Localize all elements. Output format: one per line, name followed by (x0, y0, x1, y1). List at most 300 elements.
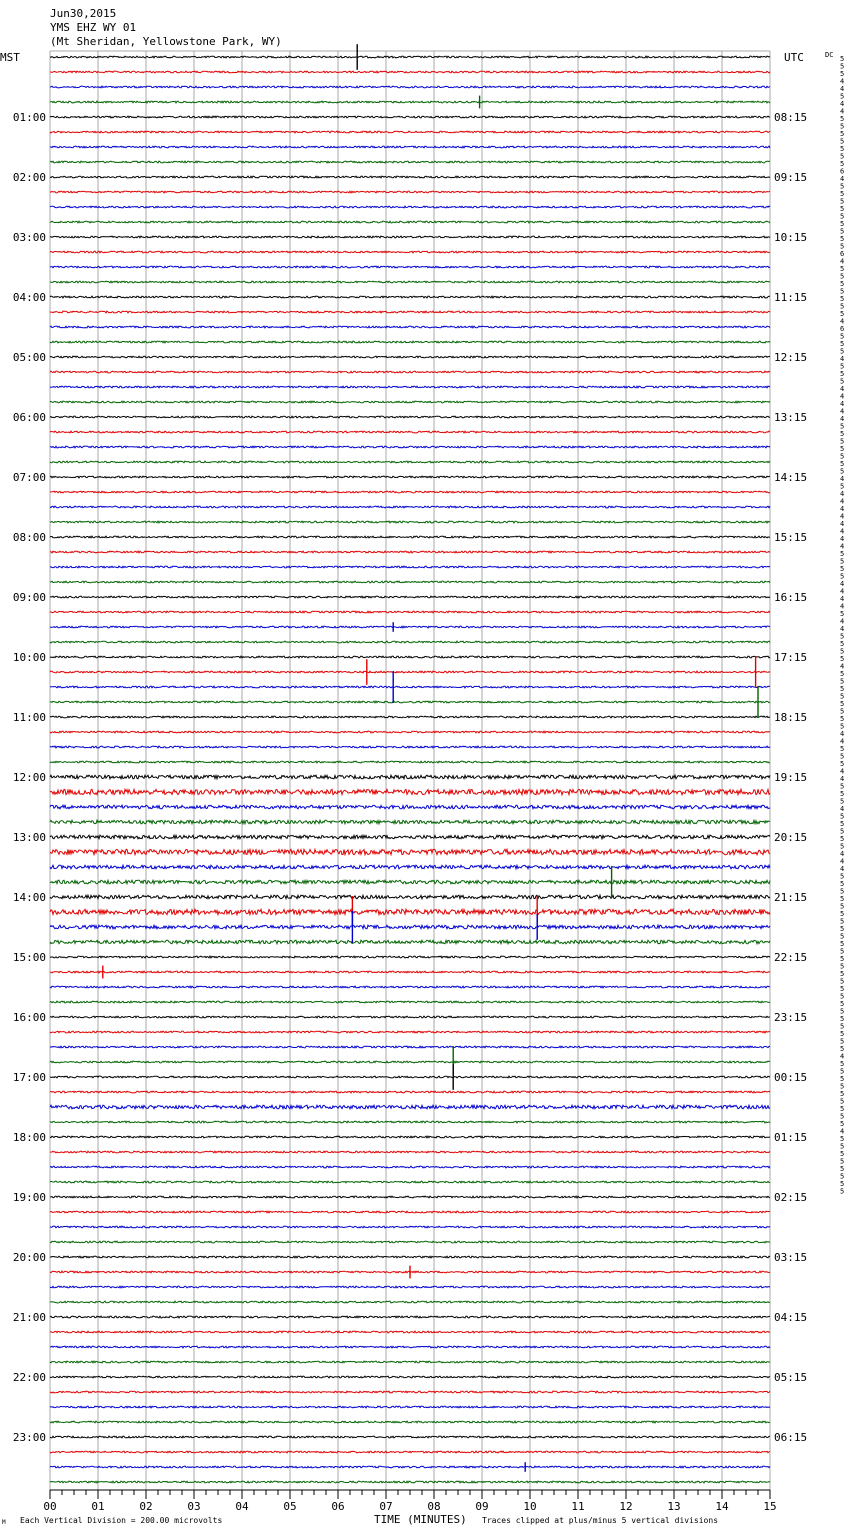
dc-value: 4 (840, 580, 845, 588)
seismic-trace (50, 1226, 770, 1228)
seismic-trace (50, 835, 770, 839)
dc-value: 5 (840, 1120, 845, 1128)
left-hour-label: 09:00 (12, 591, 46, 604)
dc-value: 5 (840, 115, 845, 123)
dc-value: 5 (840, 445, 845, 453)
seismic-trace (50, 566, 770, 568)
dc-value: 4 (840, 505, 845, 513)
dc-value: 4 (840, 392, 845, 401)
seismic-trace (50, 1046, 770, 1048)
dc-value: 5 (840, 715, 845, 723)
right-timezone-label: UTC (784, 51, 804, 64)
x-tick-label: 06 (331, 1500, 345, 1513)
left-hour-label: 10:00 (12, 651, 46, 664)
dc-value: 4 (840, 805, 845, 813)
dc-value: 5 (840, 340, 845, 348)
dc-value: 5 (840, 302, 845, 311)
seismic-trace (50, 551, 770, 553)
dc-value: 5 (840, 677, 845, 686)
dc-value: 5 (840, 1060, 845, 1068)
seismic-trace (50, 371, 770, 373)
seismic-trace (50, 431, 770, 433)
dc-value: 5 (840, 722, 845, 731)
dc-value: 5 (840, 1135, 845, 1143)
seismic-trace (50, 101, 770, 103)
seismic-trace (50, 56, 770, 58)
dc-value: 4 (840, 857, 845, 866)
right-hour-label: 09:15 (774, 171, 808, 184)
seismic-trace (50, 1196, 770, 1198)
dc-value: 6 (840, 167, 845, 176)
dc-value: 4 (840, 400, 845, 408)
seismic-trace (50, 971, 770, 973)
dc-value: 5 (840, 430, 845, 438)
seismic-trace (50, 909, 770, 914)
dc-value: 4 (840, 100, 845, 108)
x-tick-label: 04 (235, 1500, 249, 1513)
seismic-trace (50, 895, 770, 899)
seismic-trace (50, 746, 770, 748)
left-hour-label: 06:00 (12, 411, 46, 424)
right-hour-label: 04:15 (774, 1311, 808, 1324)
dc-value: 5 (840, 1112, 845, 1121)
dc-value: 5 (840, 272, 845, 281)
seismic-trace (50, 581, 770, 583)
seismic-trace (50, 596, 770, 598)
right-hour-label: 23:15 (774, 1011, 808, 1024)
right-hour-label: 16:15 (774, 591, 808, 604)
seismic-trace (50, 386, 770, 388)
seismic-trace (50, 1211, 770, 1213)
seismic-trace (50, 820, 770, 824)
dc-value: 5 (840, 422, 845, 431)
seismic-trace (50, 805, 770, 809)
footer-scale-note: Each Vertical Division = 200.00 microvolts (20, 1516, 223, 1525)
dc-value: 5 (840, 947, 845, 956)
dc-value: 5 (840, 92, 845, 101)
left-hour-label: 22:00 (12, 1371, 46, 1384)
seismic-trace (50, 401, 770, 403)
right-hour-label: 03:15 (774, 1251, 808, 1264)
dc-value: 4 (840, 175, 845, 183)
seismic-trace (50, 656, 770, 658)
right-hour-label: 13:15 (774, 411, 808, 424)
seismic-trace (50, 1286, 770, 1288)
dc-value: 5 (840, 160, 845, 168)
dc-value: 4 (840, 625, 845, 633)
left-hour-label: 17:00 (12, 1071, 46, 1084)
dc-value: 5 (840, 1082, 845, 1091)
seismic-trace (50, 1076, 770, 1078)
dc-value: 5 (840, 565, 845, 573)
x-tick-label: 11 (571, 1500, 585, 1513)
dc-value: 5 (840, 1157, 845, 1166)
seismic-trace (50, 341, 770, 343)
seismic-trace (50, 731, 770, 733)
dc-value: 5 (840, 962, 845, 971)
right-hour-label: 15:15 (774, 531, 808, 544)
dc-value: 5 (840, 692, 845, 701)
seismic-trace (50, 956, 770, 958)
x-tick-label: 07 (379, 1500, 393, 1513)
dc-value: 4 (840, 542, 845, 551)
seismic-trace (50, 1105, 770, 1109)
dc-value: 5 (840, 1165, 845, 1173)
dc-value: 5 (840, 752, 845, 761)
dc-value: 5 (840, 332, 845, 341)
seismic-trace (50, 521, 770, 523)
right-hour-label: 12:15 (774, 351, 808, 364)
dc-value: 4 (840, 490, 845, 498)
dc-value: 5 (840, 242, 845, 251)
dc-value: 5 (840, 437, 845, 446)
seismic-trace (50, 1091, 770, 1093)
left-hour-label: 19:00 (12, 1191, 46, 1204)
dc-value: 5 (840, 925, 845, 933)
seismic-trace (50, 191, 770, 193)
dc-value: 4 (840, 527, 845, 536)
seismic-trace (50, 1121, 770, 1123)
dc-value: 5 (840, 827, 845, 836)
seismic-trace (50, 880, 770, 884)
left-hour-label: 11:00 (12, 711, 46, 724)
dc-value: 4 (840, 1127, 845, 1136)
dc-value: 5 (840, 452, 845, 461)
seismic-trace (50, 326, 770, 328)
seismic-trace (50, 865, 770, 869)
dc-value: 5 (840, 797, 845, 806)
left-hour-label: 03:00 (12, 231, 46, 244)
seismic-trace (50, 925, 770, 929)
dc-value: 5 (840, 842, 845, 851)
seismic-trace (50, 1151, 770, 1153)
right-hour-label: 14:15 (774, 471, 808, 484)
dc-value: 4 (840, 602, 845, 611)
header-station: YMS EHZ WY 01 (50, 21, 137, 34)
seismic-trace (50, 1436, 770, 1438)
seismic-trace (50, 491, 770, 493)
x-tick-label: 13 (667, 1500, 681, 1513)
seismic-trace (50, 1361, 770, 1363)
x-tick-label: 09 (475, 1500, 489, 1513)
dc-value: 4 (840, 730, 845, 738)
right-hour-label: 02:15 (774, 1191, 808, 1204)
right-hour-label: 20:15 (774, 831, 808, 844)
dc-value: 5 (840, 152, 845, 161)
dc-value: 4 (840, 1052, 845, 1061)
dc-value: 5 (840, 985, 845, 993)
seismic-trace (50, 1181, 770, 1183)
dc-value: 5 (840, 370, 845, 378)
dc-value: 5 (840, 235, 845, 243)
dc-value: 5 (840, 550, 845, 558)
dc-value: 4 (840, 355, 845, 363)
seismic-trace (50, 206, 770, 208)
dc-value: 5 (840, 1075, 845, 1083)
dc-value: 4 (840, 257, 845, 266)
right-hour-label: 17:15 (774, 651, 808, 664)
dc-value: 4 (840, 520, 845, 528)
seismic-trace (50, 1256, 770, 1258)
dc-value: 5 (840, 557, 845, 566)
dc-value: 5 (840, 992, 845, 1001)
dc-value: 4 (840, 775, 845, 783)
seismic-trace (50, 1001, 770, 1003)
x-tick-label: 03 (187, 1500, 201, 1513)
seismic-trace (50, 761, 770, 763)
dc-value: 5 (840, 1037, 845, 1046)
dc-value: 4 (840, 407, 845, 416)
seismic-trace (50, 1406, 770, 1408)
dc-value: 5 (840, 130, 845, 138)
dc-value: 5 (840, 1142, 845, 1151)
header-date: Jun30,2015 (50, 7, 117, 20)
dc-value: 5 (840, 1090, 845, 1098)
header-location: (Mt Sheridan, Yellowstone Park, WY) (50, 35, 282, 48)
dc-value: 5 (840, 820, 845, 828)
seismic-trace (50, 686, 770, 688)
dc-value: 5 (840, 1022, 845, 1031)
dc-value: 5 (840, 685, 845, 693)
dc-value: 5 (840, 197, 845, 206)
dc-value: 4 (840, 512, 845, 521)
x-tick-label: 08 (427, 1500, 441, 1513)
dc-value: 5 (840, 1007, 845, 1016)
seismic-trace (50, 251, 770, 253)
seismic-trace (50, 626, 770, 628)
left-hour-label: 02:00 (12, 171, 46, 184)
dc-value: 5 (840, 895, 845, 903)
x-tick-label: 14 (715, 1500, 729, 1513)
seismic-trace (50, 1166, 770, 1168)
right-hour-label: 00:15 (774, 1071, 808, 1084)
dc-value: 5 (840, 287, 845, 296)
dc-value: 5 (840, 655, 845, 663)
seismic-trace (50, 789, 770, 794)
dc-value: 5 (840, 220, 845, 228)
dc-value: 5 (840, 467, 845, 476)
seismic-trace (50, 1031, 770, 1033)
seismic-trace (50, 1451, 770, 1453)
seismic-trace (50, 1481, 770, 1483)
right-hour-label: 21:15 (774, 891, 808, 904)
dc-value: 5 (840, 347, 845, 356)
dc-value: 5 (840, 227, 845, 236)
left-hour-label: 04:00 (12, 291, 46, 304)
seismic-trace (50, 161, 770, 163)
dc-value: 5 (840, 670, 845, 678)
dc-value: 4 (840, 77, 845, 86)
dc-value: 5 (840, 970, 845, 978)
left-hour-label: 16:00 (12, 1011, 46, 1024)
dc-value: 5 (840, 145, 845, 153)
dc-value: 5 (840, 632, 845, 641)
seismic-trace (50, 146, 770, 148)
dc-value: 5 (840, 377, 845, 386)
right-hour-label: 05:15 (774, 1371, 808, 1384)
dc-value: 5 (840, 137, 845, 146)
left-hour-label: 05:00 (12, 351, 46, 364)
seismic-trace (50, 281, 770, 283)
footer-clip-note: Traces clipped at plus/minus 5 vertical divisions (482, 1516, 719, 1525)
seismic-trace (50, 1391, 770, 1393)
dc-value: 5 (840, 790, 845, 798)
dc-value: 4 (840, 497, 845, 506)
seismic-trace (50, 716, 770, 718)
dc-value: 5 (840, 910, 845, 918)
dc-value: 6 (840, 250, 845, 258)
dc-value: 5 (840, 887, 845, 896)
dc-value: 5 (840, 1172, 845, 1181)
seismic-trace (50, 1136, 770, 1138)
seismic-trace (50, 176, 770, 178)
dc-value: 5 (840, 940, 845, 948)
seismic-trace (50, 86, 770, 88)
left-hour-label: 21:00 (12, 1311, 46, 1324)
x-tick-label: 12 (619, 1500, 633, 1513)
seismic-trace (50, 1376, 770, 1378)
dc-value: 5 (840, 640, 845, 648)
dc-value: 5 (840, 70, 845, 78)
dc-value: 5 (840, 955, 845, 963)
dc-value: 5 (840, 62, 845, 71)
right-hour-label: 19:15 (774, 771, 808, 784)
seismic-trace (50, 506, 770, 508)
right-hour-label: 22:15 (774, 951, 808, 964)
dc-value: 5 (840, 647, 845, 656)
dc-value: 5 (840, 122, 845, 131)
seismic-trace (50, 1346, 770, 1348)
dc-value: 5 (840, 1045, 845, 1053)
dc-value: 5 (840, 835, 845, 843)
dc-value: 5 (840, 310, 845, 318)
dc-value: 5 (840, 1097, 845, 1106)
x-tick-label: 15 (763, 1500, 777, 1513)
dc-value: 4 (840, 617, 845, 626)
dc-value: 5 (840, 1015, 845, 1023)
seismic-trace (50, 701, 770, 703)
seismic-trace (50, 131, 770, 133)
left-hour-label: 08:00 (12, 531, 46, 544)
dc-value: 5 (840, 1180, 845, 1188)
x-axis-title: TIME (MINUTES) (374, 1513, 467, 1526)
dc-value: 5 (840, 782, 845, 791)
seismic-trace (50, 476, 770, 478)
dc-value: 5 (840, 265, 845, 273)
dc-value: 4 (840, 865, 845, 873)
left-hour-label: 01:00 (12, 111, 46, 124)
x-tick-label: 00 (43, 1500, 57, 1513)
dc-value: 5 (840, 1150, 845, 1158)
seismic-trace (50, 1016, 770, 1018)
dc-value: 5 (840, 812, 845, 821)
dc-value: 5 (840, 1105, 845, 1113)
dc-value: 4 (840, 85, 845, 93)
seismic-trace (50, 356, 770, 358)
seismic-trace (50, 1301, 770, 1303)
dc-value: 4 (840, 662, 845, 671)
dc-label: DC (825, 51, 834, 59)
seismic-trace (50, 536, 770, 538)
dc-value: 4 (840, 767, 845, 776)
seismic-trace (50, 641, 770, 643)
dc-value: 5 (840, 295, 845, 303)
dc-value: 4 (840, 317, 845, 326)
dc-value: 5 (840, 205, 845, 213)
dc-value: 5 (840, 212, 845, 221)
dc-value: 5 (840, 572, 845, 581)
seismic-trace (50, 1316, 770, 1318)
seismic-trace (50, 1331, 770, 1333)
dc-value: 5 (840, 55, 845, 63)
dc-value: 4 (840, 850, 845, 858)
seismic-trace (50, 236, 770, 238)
left-hour-label: 07:00 (12, 471, 46, 484)
seismic-trace (50, 1466, 770, 1468)
seismic-trace (50, 986, 770, 988)
right-hour-labels (774, 111, 807, 1444)
dc-value: 5 (840, 745, 845, 753)
seismic-trace (50, 296, 770, 298)
dc-value: 5 (840, 977, 845, 986)
dc-value: 4 (840, 385, 845, 393)
right-hour-label: 01:15 (774, 1131, 808, 1144)
dc-value: 5 (840, 902, 845, 911)
seismic-trace (50, 611, 770, 613)
left-hour-label: 20:00 (12, 1251, 46, 1264)
seismic-trace (50, 71, 770, 73)
left-timezone-label: MST (0, 51, 20, 64)
left-hour-label: 14:00 (12, 891, 46, 904)
dc-value: 5 (840, 1067, 845, 1076)
dc-value: 5 (840, 460, 845, 468)
seismic-trace (50, 1241, 770, 1243)
dc-value: 5 (840, 1000, 845, 1008)
right-hour-label: 11:15 (774, 291, 808, 304)
seismic-trace (50, 116, 770, 118)
seismic-trace (50, 671, 770, 673)
seismic-trace (50, 1421, 770, 1423)
dc-value: 4 (840, 475, 845, 483)
dc-value: 4 (840, 535, 845, 543)
dc-value: 5 (840, 880, 845, 888)
seismic-trace (50, 461, 770, 463)
seismic-trace (50, 775, 770, 779)
x-tick-label: 10 (523, 1500, 537, 1513)
right-hour-label: 06:15 (774, 1431, 808, 1444)
dc-value: 5 (840, 1187, 845, 1196)
footer-mark: M (2, 1519, 6, 1526)
dc-value: 5 (840, 760, 845, 768)
dc-value: 5 (840, 872, 845, 881)
x-tick-label: 01 (91, 1500, 105, 1513)
dc-value: 5 (840, 707, 845, 716)
dc-value: 5 (840, 932, 845, 941)
dc-value: 4 (840, 107, 845, 116)
seismic-trace (50, 311, 770, 313)
seismic-trace (50, 221, 770, 223)
seismic-trace (50, 1061, 770, 1063)
seismic-trace (50, 416, 770, 418)
left-hour-label: 18:00 (12, 1131, 46, 1144)
dc-value: 5 (840, 182, 845, 191)
dc-value: 6 (840, 325, 845, 333)
left-hour-labels (13, 111, 46, 1444)
seismic-trace (50, 940, 770, 944)
dc-value: 4 (840, 595, 845, 603)
dc-value: 5 (840, 482, 845, 491)
left-hour-label: 15:00 (12, 951, 46, 964)
